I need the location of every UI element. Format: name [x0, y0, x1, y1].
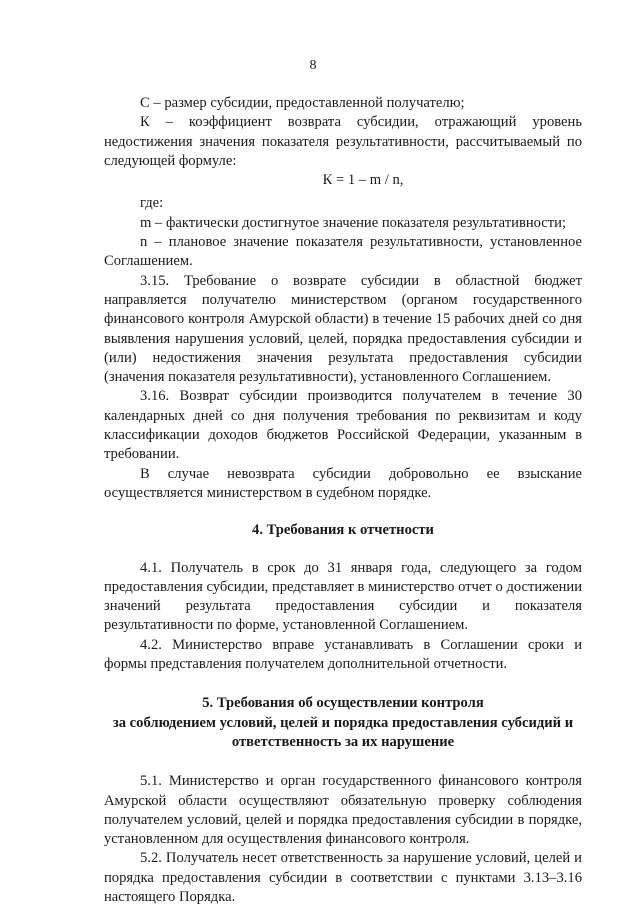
page-number: 8 — [309, 58, 317, 73]
definition-c: С – размер субсидии, предоставленной получателю; — [140, 95, 465, 111]
section-5 — [104, 772, 582, 907]
definition-m: m – фактически достигнутое значение показателя результативности; — [140, 214, 567, 231]
section-5-heading — [104, 694, 582, 752]
section-4 — [104, 559, 582, 675]
definitions-block — [104, 94, 582, 272]
clause-5-2: 5.2. Получатель несет ответственность за нарушение условий, целей и порядка предоставления субсидии в соответствии с пунктами 3.13–3.16 настоящего Порядка. — [104, 850, 582, 905]
section-5-heading-line-3: ответственность за их нарушение — [231, 733, 455, 750]
clause-4-2: 4.2. Министерство вправе устанавливать в Соглашении сроки и формы представления получателем дополнительной отчетности. — [104, 636, 582, 673]
definition-n: n – плановое значение показателя результативности, установленное Соглашением. — [104, 234, 582, 270]
clause-3-16-continued: В случае невозврата субсидии добровольно ее взыскание осуществляется министерством в судебном порядке. — [104, 465, 582, 501]
clause-3-16: 3.16. Возврат субсидии производится получателем в течение 30 календарных дней со дня получения требования по реквизитам и коду классификации доходов бюджетов Российской Федерации, указанным в требовании. — [104, 388, 582, 463]
clause-3-15: 3.15. Требование о возврате субсидии в областной бюджет направляется получателю министерством (органом государственного финансового контроля Амурской области) в течение 15 рабочих дней со дня выявления нарушения условий, целей, порядка предоставления субсидии и (или) недостижения значения результата предоставления субсидии (значения показателя результативности), установленного Соглашением. — [104, 272, 582, 386]
where-label: где: — [140, 195, 164, 212]
clause-4-1: 4.1. Получатель в срок до 31 января года, следующего за годом предоставления субсидии, представляет в министерство отчет о достижении значений результата предоставления субсидии и показателя результативности по форме, установленной Соглашением. — [104, 559, 582, 634]
clauses-3 — [104, 272, 582, 504]
section-5-heading-line-2: за соблюдением условий, целей и порядка предоставления субсидий и — [112, 714, 574, 731]
formula: К = 1 – m / n, — [322, 172, 404, 189]
section-4-heading: 4. Требования к отчетности — [252, 522, 434, 539]
section-5-heading-line-1: 5. Требования об осуществлении контроля — [202, 695, 484, 712]
definition-k: К – коэффициент возврата субсидии, отражающий уровень недостижения значения показателя результативности, рассчитываемый по следующей формуле: — [104, 114, 582, 169]
clause-5-1: 5.1. Министерство и орган государственного финансового контроля Амурской области осуществляют обязательную проверку соблюдения получателем условий, целей и порядка предоставления субсидии в порядке, установленном для осуществления финансового контроля. — [104, 773, 582, 848]
